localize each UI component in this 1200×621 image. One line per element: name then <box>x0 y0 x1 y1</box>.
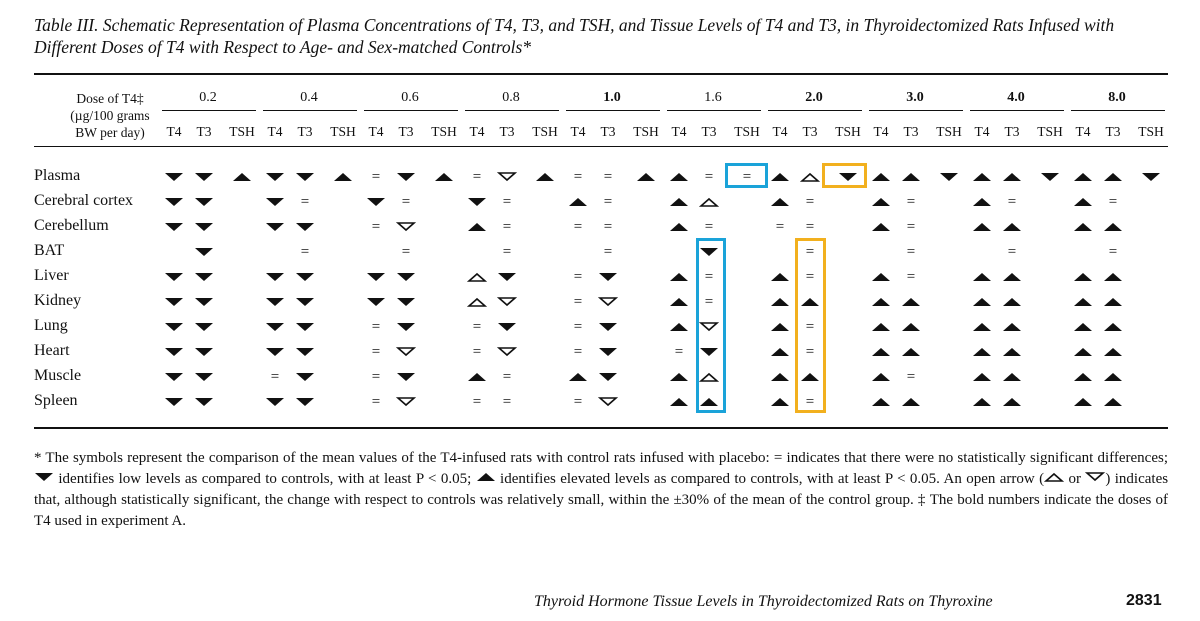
subcolumn-header: T3 <box>802 124 818 139</box>
highlight-box-blue-plasma <box>725 163 768 188</box>
row-label: Heart <box>34 342 70 359</box>
dose-group-rule <box>162 110 256 111</box>
up-arrow-icon <box>667 369 691 385</box>
equal-sign: = <box>573 219 583 235</box>
up-arrow-icon <box>1000 169 1024 185</box>
down-arrow-icon <box>293 394 317 410</box>
dose-group-rule <box>263 110 357 111</box>
down-arrow-icon <box>162 369 186 385</box>
subcolumn-header: T4 <box>570 124 586 139</box>
down-arrow-icon <box>192 269 216 285</box>
equal-sign: = <box>371 169 381 185</box>
equal-sign: = <box>300 244 310 260</box>
subcolumn-header: T3 <box>903 124 919 139</box>
down-arrow-icon <box>162 219 186 235</box>
down-arrow-icon <box>394 294 418 310</box>
equal-sign: = <box>371 219 381 235</box>
up-arrow-icon <box>1000 344 1024 360</box>
top-rule <box>34 73 1168 75</box>
dose-group-rule <box>364 110 458 111</box>
up-arrow-icon <box>899 344 923 360</box>
down-arrow-icon <box>596 369 620 385</box>
down-arrow-icon <box>394 369 418 385</box>
down-arrow-icon <box>263 194 287 210</box>
dose-group-rule <box>869 110 963 111</box>
up-arrow-icon <box>667 319 691 335</box>
equal-sign: = <box>502 394 512 410</box>
equal-sign: = <box>371 319 381 335</box>
equal-sign: = <box>300 194 310 210</box>
up-arrow-icon <box>1101 319 1125 335</box>
up-arrow-icon <box>1071 194 1095 210</box>
down-arrow-icon <box>263 269 287 285</box>
down-arrow-icon <box>192 394 216 410</box>
up-arrow-icon <box>667 169 691 185</box>
up-arrow-icon <box>1101 269 1125 285</box>
subcolumn-header: T3 <box>701 124 717 139</box>
subcolumn-header: T4 <box>166 124 182 139</box>
equal-sign: = <box>472 319 482 335</box>
dose-group-rule <box>566 110 660 111</box>
up-arrow-icon <box>970 169 994 185</box>
equal-sign: = <box>704 169 714 185</box>
down-arrow-icon <box>364 269 388 285</box>
up-arrow-icon <box>768 294 792 310</box>
up-arrow-icon <box>869 294 893 310</box>
up-arrow-icon <box>869 319 893 335</box>
down-arrow-icon <box>263 319 287 335</box>
running-footer-title: Thyroid Hormone Tissue Levels in Thyroidectomized Rats on Thyroxine <box>534 593 993 610</box>
down-arrow-icon <box>162 169 186 185</box>
subcolumn-header: T3 <box>297 124 313 139</box>
dose-group-rule <box>465 110 559 111</box>
down-arrow-icon <box>1139 169 1163 185</box>
down-arrow-icon <box>263 294 287 310</box>
row-label: Muscle <box>34 367 82 384</box>
dose-label: 8.0 <box>1108 90 1126 105</box>
up-arrow-icon <box>1071 344 1095 360</box>
down-arrow-icon <box>495 319 519 335</box>
down-arrow-icon <box>263 219 287 235</box>
down-arrow-icon <box>192 344 216 360</box>
dose-group-rule <box>970 110 1064 111</box>
equal-sign: = <box>1108 244 1118 260</box>
row-label: Cerebral cortex <box>34 192 134 209</box>
up-arrow-icon <box>1071 169 1095 185</box>
subcolumn-header: T4 <box>974 124 990 139</box>
down-arrow-icon <box>1038 169 1062 185</box>
up-arrow-icon <box>1101 369 1125 385</box>
open-down-arrow-icon <box>495 294 519 310</box>
row-label: Lung <box>34 317 68 334</box>
down-arrow-icon <box>263 394 287 410</box>
up-arrow-icon <box>899 394 923 410</box>
dose-label: 1.6 <box>704 90 722 105</box>
up-arrow-icon <box>667 219 691 235</box>
down-arrow-icon <box>394 319 418 335</box>
equal-sign: = <box>674 344 684 360</box>
down-arrow-icon <box>192 244 216 260</box>
equal-sign: = <box>805 219 815 235</box>
equal-sign: = <box>805 344 815 360</box>
down-arrow-icon <box>293 369 317 385</box>
down-arrow-icon <box>364 294 388 310</box>
up-arrow-icon <box>899 319 923 335</box>
open-up-arrow-icon <box>1044 469 1064 490</box>
row-label: Cerebellum <box>34 217 109 234</box>
subcolumn-header: TSH <box>936 124 962 139</box>
equal-sign: = <box>401 194 411 210</box>
dose-label: 2.0 <box>805 90 823 105</box>
dose-label: 1.0 <box>603 90 621 105</box>
down-arrow-icon <box>162 344 186 360</box>
subcolumn-header: TSH <box>532 124 558 139</box>
equal-sign: = <box>472 169 482 185</box>
down-arrow-icon <box>394 169 418 185</box>
row-label: Kidney <box>34 292 82 309</box>
equal-sign: = <box>805 319 815 335</box>
up-arrow-icon <box>869 269 893 285</box>
up-arrow-icon <box>970 269 994 285</box>
equal-sign: = <box>603 194 613 210</box>
up-arrow-icon <box>768 169 792 185</box>
up-arrow-icon <box>1000 294 1024 310</box>
equal-sign: = <box>906 269 916 285</box>
down-arrow-icon <box>162 194 186 210</box>
subcolumn-header: TSH <box>229 124 255 139</box>
down-arrow-icon <box>34 469 54 490</box>
up-arrow-icon <box>1101 219 1125 235</box>
equal-sign: = <box>502 219 512 235</box>
subcolumn-header: TSH <box>431 124 457 139</box>
up-arrow-icon <box>768 394 792 410</box>
down-arrow-icon <box>596 319 620 335</box>
equal-sign: = <box>472 394 482 410</box>
subcolumn-header: T3 <box>1105 124 1121 139</box>
up-arrow-icon <box>869 219 893 235</box>
up-arrow-icon <box>1071 219 1095 235</box>
equal-sign: = <box>573 269 583 285</box>
up-arrow-icon <box>331 169 355 185</box>
up-arrow-icon <box>667 194 691 210</box>
up-arrow-icon <box>768 269 792 285</box>
row-label: BAT <box>34 242 65 259</box>
equal-sign: = <box>704 219 714 235</box>
equal-sign: = <box>371 394 381 410</box>
up-arrow-icon <box>1071 319 1095 335</box>
up-arrow-icon <box>768 344 792 360</box>
up-arrow-icon <box>1000 369 1024 385</box>
up-arrow-icon <box>1101 294 1125 310</box>
highlight-box-orange-column <box>795 238 826 413</box>
equal-sign: = <box>472 344 482 360</box>
highlight-box-orange-plasma <box>822 163 867 188</box>
down-arrow-icon <box>394 269 418 285</box>
down-arrow-icon <box>293 269 317 285</box>
subcolumn-header: TSH <box>835 124 861 139</box>
open-up-arrow-icon <box>465 269 489 285</box>
dose-group-rule <box>1071 110 1165 111</box>
dose-label: 4.0 <box>1007 90 1025 105</box>
down-arrow-icon <box>293 219 317 235</box>
subcolumn-header: TSH <box>633 124 659 139</box>
subcolumn-header: T3 <box>398 124 414 139</box>
header-rule <box>34 146 1168 147</box>
open-down-arrow-icon <box>495 169 519 185</box>
down-arrow-icon <box>596 344 620 360</box>
equal-sign: = <box>775 219 785 235</box>
up-arrow-icon <box>869 394 893 410</box>
down-arrow-icon <box>192 294 216 310</box>
open-down-arrow-icon <box>394 219 418 235</box>
open-up-arrow-icon <box>465 294 489 310</box>
down-arrow-icon <box>293 169 317 185</box>
up-arrow-icon <box>899 169 923 185</box>
down-arrow-icon <box>937 169 961 185</box>
up-arrow-icon <box>869 369 893 385</box>
footnote-part3: identifies elevated levels as compared to controls, with at least P < 0.05. An open arrow ( <box>500 471 1045 487</box>
down-arrow-icon <box>293 294 317 310</box>
up-arrow-icon <box>1071 394 1095 410</box>
up-arrow-icon <box>899 294 923 310</box>
down-arrow-icon <box>596 269 620 285</box>
bottom-rule <box>34 427 1168 429</box>
equal-sign: = <box>704 269 714 285</box>
page-number: 2831 <box>1126 592 1162 609</box>
table-caption: Table III. Schematic Representation of Plasma Concentrations of T4, T3, and TSH, and Tissue Levels of T4 and T3, in Thyroidectomized Rats Infused with Different Doses of T4 with Respect to Age- and Sex-matched Controls* <box>34 15 1115 57</box>
down-arrow-icon <box>263 169 287 185</box>
down-arrow-icon <box>293 344 317 360</box>
up-arrow-icon <box>667 294 691 310</box>
up-arrow-icon <box>1071 269 1095 285</box>
equal-sign: = <box>371 369 381 385</box>
up-arrow-icon <box>533 169 557 185</box>
footnote-part5: ) indicates that, although statistically significant, the change with respect to controls was relatively small, within the ±30% of the mean of the control group. <box>34 471 1169 509</box>
up-arrow-icon <box>1000 319 1024 335</box>
equal-sign: = <box>805 244 815 260</box>
open-up-arrow-icon <box>798 169 822 185</box>
down-arrow-icon <box>465 194 489 210</box>
up-arrow-icon <box>1101 169 1125 185</box>
down-arrow-icon <box>192 219 216 235</box>
open-down-arrow-icon <box>394 344 418 360</box>
open-down-arrow-icon <box>1085 469 1105 490</box>
subcolumn-header: T3 <box>1004 124 1020 139</box>
footnote-part2: identifies low levels as compared to controls, with at least P < 0.05; <box>58 471 472 487</box>
subcolumn-header: T3 <box>600 124 616 139</box>
subcolumn-header: T4 <box>1075 124 1091 139</box>
up-arrow-icon <box>869 169 893 185</box>
dose-label: 0.8 <box>502 90 520 105</box>
up-arrow-icon <box>667 269 691 285</box>
up-arrow-icon <box>1101 394 1125 410</box>
up-arrow-icon <box>970 219 994 235</box>
subcolumn-header: T3 <box>196 124 212 139</box>
equal-sign: = <box>371 344 381 360</box>
footnote-part6: ‡ The bold numbers indicate the doses of T4 used in experiment A. <box>34 492 1168 530</box>
up-arrow-icon <box>1071 369 1095 385</box>
equal-sign: = <box>906 194 916 210</box>
equal-sign: = <box>573 169 583 185</box>
down-arrow-icon <box>495 269 519 285</box>
equal-sign: = <box>502 194 512 210</box>
open-down-arrow-icon <box>596 394 620 410</box>
open-up-arrow-icon <box>697 194 721 210</box>
up-arrow-icon <box>465 369 489 385</box>
equal-sign: = <box>603 244 613 260</box>
subcolumn-header: T4 <box>772 124 788 139</box>
equal-sign: = <box>573 394 583 410</box>
up-arrow-icon <box>768 194 792 210</box>
equal-sign: = <box>742 169 752 185</box>
up-arrow-icon <box>566 369 590 385</box>
up-arrow-icon <box>970 344 994 360</box>
dose-header-line2: (µg/100 grams <box>70 108 150 123</box>
up-arrow-icon <box>970 369 994 385</box>
equal-sign: = <box>573 344 583 360</box>
dose-group-rule <box>768 110 862 111</box>
down-arrow-icon <box>162 294 186 310</box>
down-arrow-icon <box>162 269 186 285</box>
up-arrow-icon <box>970 294 994 310</box>
dose-header-line1: Dose of T4‡ <box>76 91 144 106</box>
row-label: Plasma <box>34 167 81 184</box>
open-down-arrow-icon <box>596 294 620 310</box>
up-arrow-icon <box>768 369 792 385</box>
dose-label: 0.6 <box>401 90 419 105</box>
up-arrow-icon <box>1000 269 1024 285</box>
footnote-part4: or <box>1068 471 1081 487</box>
down-arrow-icon <box>263 344 287 360</box>
up-arrow-icon <box>970 194 994 210</box>
row-label: Spleen <box>34 392 78 409</box>
down-arrow-icon <box>192 369 216 385</box>
up-arrow-icon <box>1000 394 1024 410</box>
down-arrow-icon <box>162 394 186 410</box>
up-arrow-icon <box>634 169 658 185</box>
down-arrow-icon <box>364 194 388 210</box>
subcolumn-header: T4 <box>873 124 889 139</box>
up-arrow-icon <box>230 169 254 185</box>
footnote-part1: * The symbols represent the comparison of the mean values of the T4-infused rats with control rats infused with placebo: = indicates that there were no statistically significant differences; <box>34 450 1168 466</box>
equal-sign: = <box>502 369 512 385</box>
up-arrow-icon <box>476 469 496 490</box>
dose-header <box>50 90 170 141</box>
dose-label: 3.0 <box>906 90 924 105</box>
equal-sign: = <box>805 394 815 410</box>
equal-sign: = <box>603 219 613 235</box>
equal-sign: = <box>573 294 583 310</box>
dose-label: 0.4 <box>300 90 318 105</box>
up-arrow-icon <box>432 169 456 185</box>
down-arrow-icon <box>293 319 317 335</box>
down-arrow-icon <box>192 169 216 185</box>
subcolumn-header: T4 <box>267 124 283 139</box>
subcolumn-header: T4 <box>368 124 384 139</box>
up-arrow-icon <box>768 319 792 335</box>
equal-sign: = <box>906 244 916 260</box>
up-arrow-icon <box>869 344 893 360</box>
equal-sign: = <box>270 369 280 385</box>
dose-label: 0.2 <box>199 90 217 105</box>
up-arrow-icon <box>1101 344 1125 360</box>
highlight-box-blue-column <box>696 238 726 413</box>
subcolumn-header: TSH <box>1037 124 1063 139</box>
subcolumn-header: TSH <box>1138 124 1164 139</box>
up-arrow-icon <box>667 394 691 410</box>
open-down-arrow-icon <box>495 344 519 360</box>
up-arrow-icon <box>566 194 590 210</box>
equal-sign: = <box>1007 194 1017 210</box>
down-arrow-icon <box>192 319 216 335</box>
equal-sign: = <box>805 269 815 285</box>
equal-sign: = <box>603 169 613 185</box>
up-arrow-icon <box>465 219 489 235</box>
equal-sign: = <box>573 319 583 335</box>
dose-group-rule <box>667 110 761 111</box>
equal-sign: = <box>502 244 512 260</box>
row-label: Liver <box>34 267 69 284</box>
up-arrow-icon <box>869 194 893 210</box>
dose-header-line3: BW per day) <box>75 125 145 140</box>
equal-sign: = <box>401 244 411 260</box>
subcolumn-header: TSH <box>734 124 760 139</box>
equal-sign: = <box>906 219 916 235</box>
equal-sign: = <box>805 194 815 210</box>
equal-sign: = <box>1108 194 1118 210</box>
open-down-arrow-icon <box>394 394 418 410</box>
up-arrow-icon <box>970 394 994 410</box>
subcolumn-header: T3 <box>499 124 515 139</box>
up-arrow-icon <box>970 319 994 335</box>
subcolumn-header: T4 <box>469 124 485 139</box>
subcolumn-header: TSH <box>330 124 356 139</box>
down-arrow-icon <box>162 319 186 335</box>
up-arrow-icon <box>1000 219 1024 235</box>
equal-sign: = <box>1007 244 1017 260</box>
down-arrow-icon <box>192 194 216 210</box>
subcolumn-header: T4 <box>671 124 687 139</box>
equal-sign: = <box>704 294 714 310</box>
equal-sign: = <box>906 369 916 385</box>
footnote <box>34 448 1168 532</box>
up-arrow-icon <box>1071 294 1095 310</box>
